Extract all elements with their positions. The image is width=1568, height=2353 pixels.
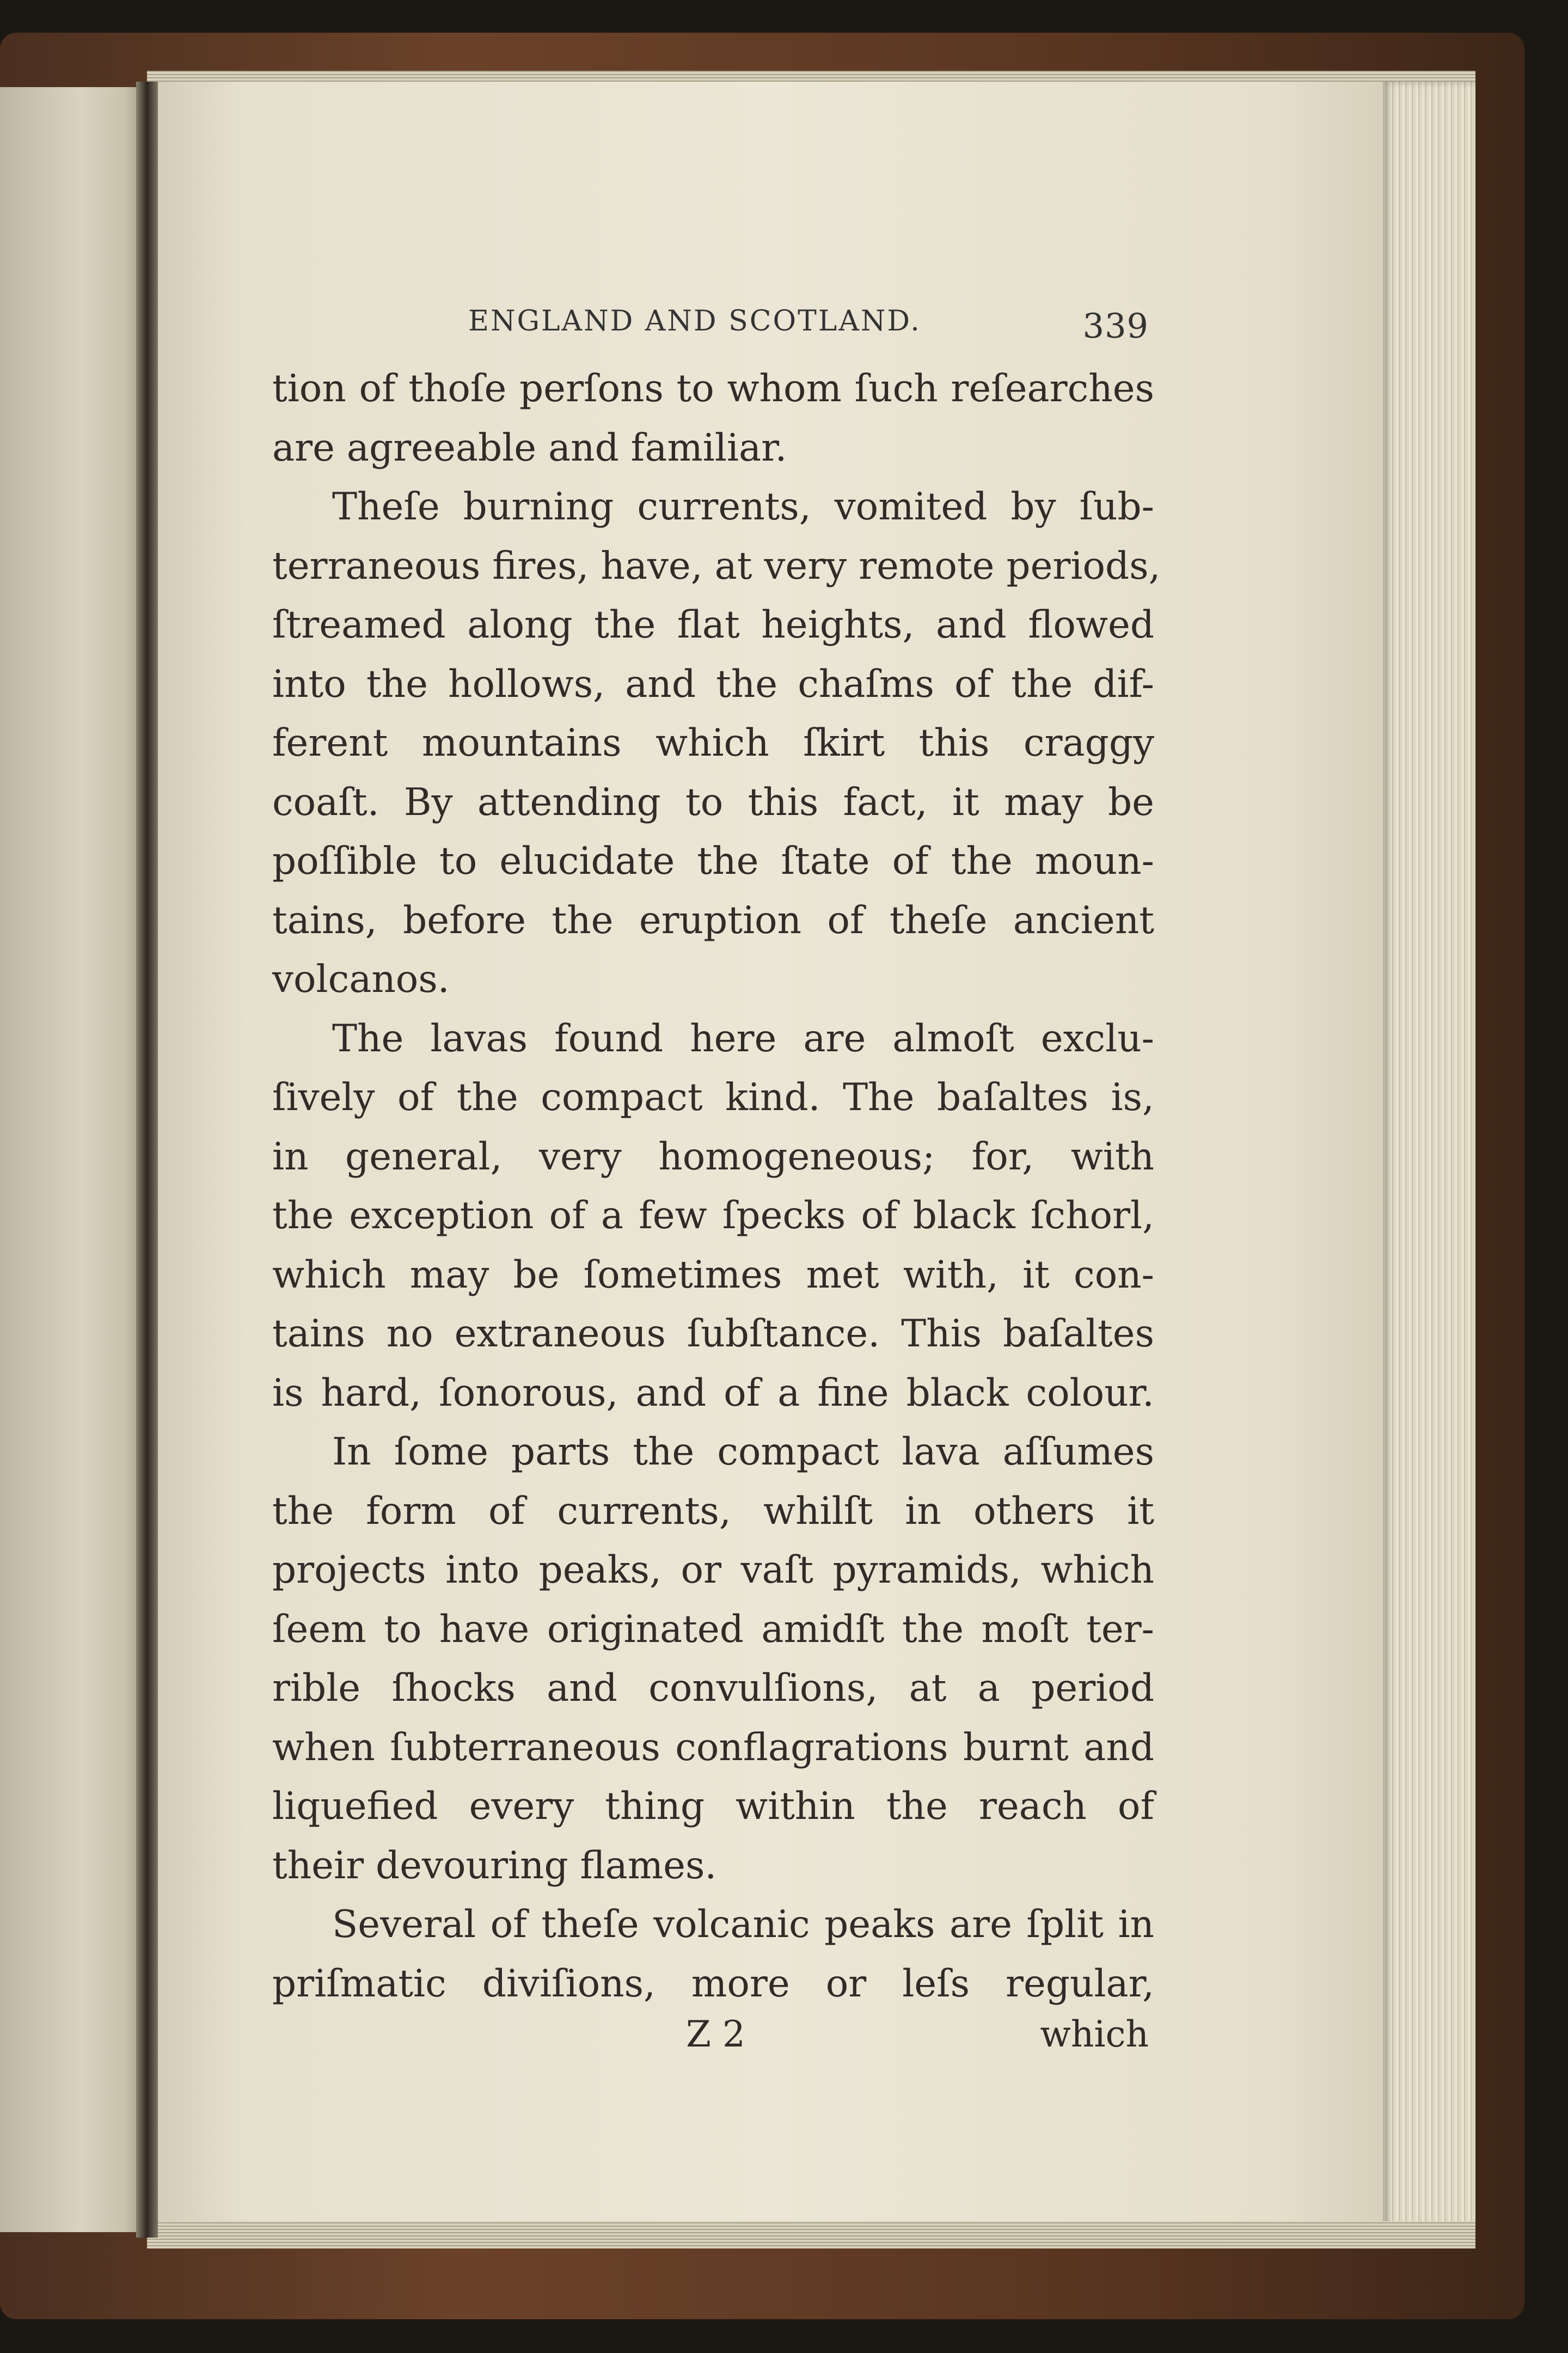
text-line: tains, before the eruption of theſe ancient [272, 898, 1154, 942]
text-line: their devouring flames. [272, 1843, 717, 1888]
text-line: ferent mountains which ſkirt this craggy [272, 721, 1154, 765]
text-line: Theſe burning currents, vomited by ſub- [332, 485, 1154, 529]
text-line: ſeem to have originated amidſt the moſt ter- [272, 1607, 1154, 1651]
page-number: 339 [1082, 306, 1149, 346]
text-line: ſively of the compact kind. The baſaltes is, [272, 1076, 1154, 1119]
text-line: In ſome parts the compact lava aſſumes [332, 1430, 1154, 1474]
text-line: volcanos. [272, 958, 450, 1001]
text-line: the form of currents, whilſt in others it [272, 1489, 1154, 1533]
body-text [272, 359, 1161, 2013]
text-line: is hard, ſonorous, and of a fine black colour. [272, 1371, 1154, 1415]
text-line: into the hollows, and the chaſms of the dif- [272, 662, 1154, 706]
signature-mark: Z 2 [686, 2013, 745, 2055]
text-line: are agreeable and familiar. [272, 426, 787, 470]
text-line: ſtreamed along the flat heights, and flowed [272, 603, 1154, 647]
text-line: Several of theſe volcanic peaks are ſplit in [332, 1903, 1154, 1946]
left-page [0, 87, 147, 2232]
text-line: rible ſhocks and convulſions, at a period [272, 1666, 1154, 1710]
text-line: The lavas found here are almoſt exclu- [332, 1016, 1154, 1061]
text-line: tains no extraneous ſubſtance. This baſaltes [272, 1312, 1154, 1356]
text-line: projects into peaks, or vaſt pyramids, which [272, 1548, 1154, 1592]
catchword: which [1040, 2013, 1149, 2055]
text-line: terraneous fires, have, at very remote periods, [272, 544, 1161, 588]
page-footer [272, 2013, 1154, 2073]
text-line: liquefied every thing within the reach of [272, 1785, 1154, 1828]
text-line: poſſible to elucidate the ſtate of the moun- [272, 840, 1154, 883]
running-head-title: ENGLAND AND SCOTLAND. [468, 305, 921, 338]
text-block [272, 294, 1161, 2073]
text-line: when ſubterraneous conflagrations burnt and [272, 1725, 1154, 1769]
text-line: in general, very homogeneous; for, with [272, 1135, 1154, 1179]
running-head [272, 294, 1154, 359]
text-line: which may be ſometimes met with, it con- [272, 1253, 1154, 1297]
text-line: coaſt. By attending to this fact, it may be [272, 780, 1154, 824]
page-fore-edge [1383, 82, 1475, 2238]
book-gutter [136, 82, 158, 2238]
text-line: tion of thoſe perſons to whom ſuch reſearches [272, 367, 1154, 410]
page-bottom-edge [147, 2221, 1475, 2248]
text-line: the exception of a few ſpecks of black ſchorl, [272, 1194, 1154, 1237]
text-line: priſmatic diviſions, more or leſs regular, [272, 1962, 1154, 2006]
